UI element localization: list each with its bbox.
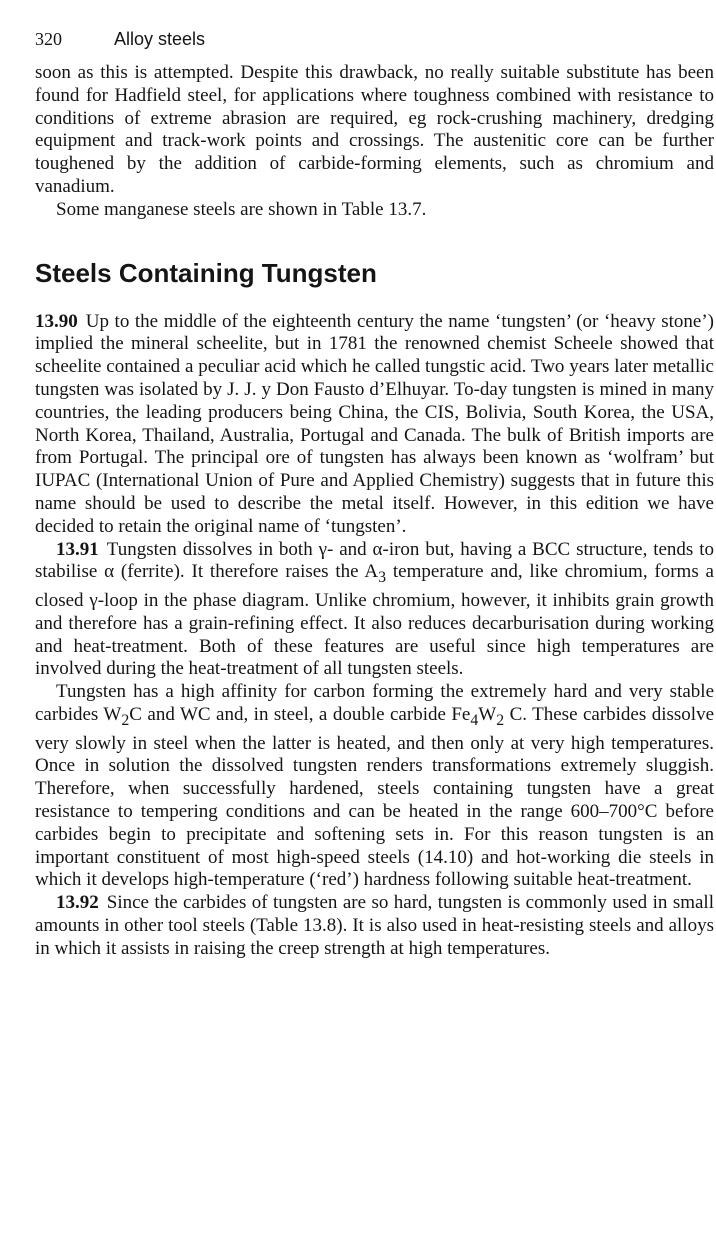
paragraph-text-continued: temperature and, like chromium, forms a closed γ-loop in the phase diagram. Unlike chromium, however, it inhibits grain growth and therefore has a grain-refining effect. It also reduces decarburisation during working and heat-treatment. Both of these features are useful since high temperatures are involved during the heat-treatment of all tungsten steels. (35, 561, 714, 680)
paragraph-number: 13.92 (56, 892, 99, 914)
page-number: 320 (35, 29, 62, 49)
paragraph-text: C. These carbides dissolve very slowly in steel when the latter is heated, and then only at very high temperatures. Once in solution the dissolved tungsten renders transformations extremely sluggish. Therefore, when successfully hardened, steels containing tungsten have a great resistance to tempering conditions and can be heated in the range 600–700°C before carbides begin to precipitate and softening sets in. For this reason tungsten is an important constituent of most high-speed steels (14.10) and hot-working die steels in which it develops high-temperature (‘red’) hardness following suitable heat-treatment. (35, 703, 714, 891)
formula-subscript: 4 (470, 711, 479, 729)
paragraph-carbides (35, 681, 714, 892)
paragraph-text: Up to the middle of the eighteenth century the name ‘tungsten’ (or ‘heavy stone’) implied the mineral scheelite, but in 1781 the renowned chemist Scheele showed that scheelite contained a peculiar acid which he called tungstic acid. Two years later metallic tungsten was isolated by J. J. y Don Fausto d’Elhuyar. To-day tungsten is mined in many countries, the leading producers being China, the CIS, Bolivia, South Korea, the USA, North Korea, Thailand, Australia, Portugal and Canada. The bulk of British imports are from Portugal. The principal ore of tungsten has always been known as ‘wolfram’ but IUPAC (International Union of Pure and Applied Chemistry) suggests that in future this name should be used to describe the metal itself. However, in this edition we have decided to retain the original name of ‘tungsten’. (35, 310, 714, 537)
paragraph-13-90 (35, 311, 714, 539)
paragraph-number: 13.90 (35, 310, 78, 332)
book-page (35, 26, 714, 960)
intro-paragraph: soon as this is attempted. Despite this drawback, no really suitable substitute has been found for Hadfield steel, for applications where toughness combined with resistance to conditions of extreme abrasion are required, eg rock-crushing machinery, dredging equipment and track-work points and crossings. The austenitic core can be further toughened by the addition of carbide-forming elements, such as chromium and vanadium. (35, 62, 714, 197)
paragraph-text: Since the carbides of tungsten are so hard, tungsten is commonly used in small amounts in other tool steels (Table 13.8). It is also used in heat-resisting steels and alloys in which it assists in raising the creep strength at high temperatures. (35, 892, 714, 959)
paragraph-text: Tungsten has a high affinity for carbon forming the extremely hard and very stable carbides W (35, 681, 714, 725)
section-body (35, 311, 714, 961)
table-reference-paragraph: Some manganese steels are shown in Table 13.7. (56, 198, 427, 220)
paragraph-text: C and WC and, in steel, a double carbide Fe (129, 703, 471, 725)
intro-text (35, 62, 714, 222)
section-heading: Steels Containing Tungsten (35, 257, 377, 288)
paragraph-number: 13.91 (56, 538, 99, 560)
formula-subscript: 2 (121, 711, 130, 729)
chapter-title: Alloy steels (114, 29, 206, 49)
running-head (35, 26, 714, 52)
paragraph-13-92 (35, 892, 714, 960)
paragraph-text: Tungsten dissolves in both γ- and α-iron but, having a BCC structure, tends to stabilise α (ferrite). It therefore raises the A (35, 538, 714, 583)
paragraph-text: W (478, 703, 497, 725)
paragraph-13-91 (35, 539, 714, 682)
a3-subscript: 3 (378, 569, 387, 587)
formula-subscript: 2 (496, 711, 505, 729)
